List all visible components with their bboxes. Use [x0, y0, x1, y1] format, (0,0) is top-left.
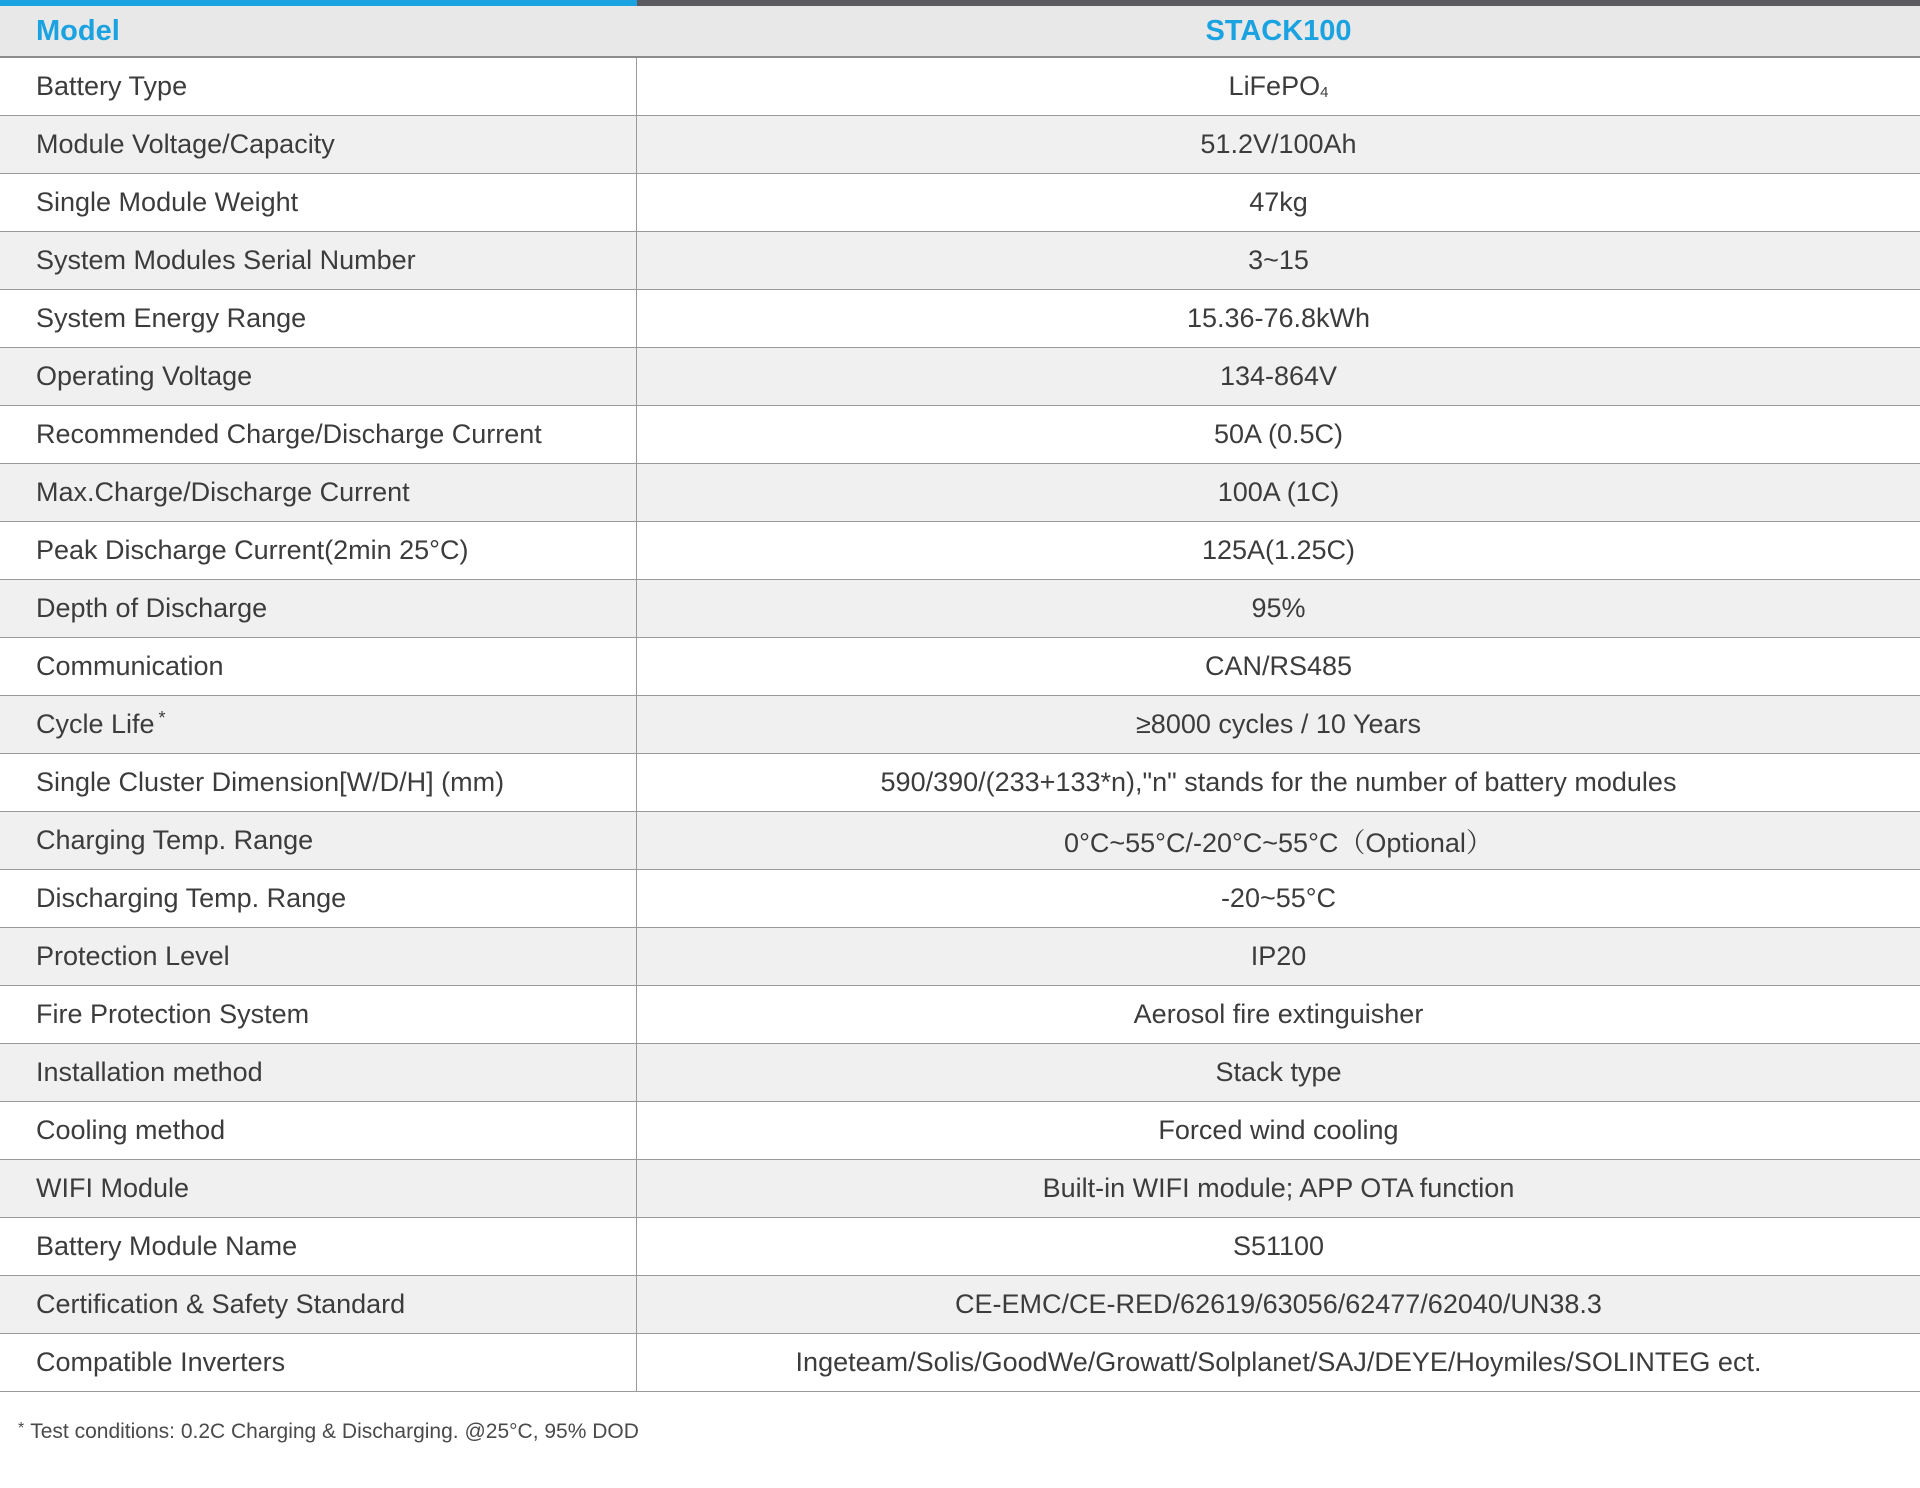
top-rule: [0, 0, 1920, 6]
row-value: [637, 580, 1920, 637]
row-value-text: IP20: [1250, 941, 1307, 971]
row-value-text: ≥8000 cycles / 10 Years: [1135, 709, 1421, 739]
row-label: [0, 1218, 637, 1275]
row-value-text: 0°C~55°C/-20°C~55°C（Optional）: [1064, 828, 1493, 858]
row-label: [0, 1160, 637, 1217]
row-value-text: -20~55°C: [1220, 883, 1337, 913]
row-label: [0, 464, 637, 521]
row-label: [0, 1044, 637, 1101]
row-label: [0, 928, 637, 985]
row-value: [637, 986, 1920, 1043]
row-value: [637, 290, 1920, 347]
row-label-text: Battery Type: [36, 71, 188, 101]
row-label-text: WIFI Module: [36, 1173, 190, 1203]
row-label-text: Operating Voltage: [36, 361, 253, 391]
row-value-text: 3~15: [1248, 245, 1309, 275]
row-value-text: 15.36-76.8kWh: [1186, 303, 1371, 333]
row-value: [637, 1102, 1920, 1159]
row-value-text: 95%: [1251, 593, 1306, 623]
table-row: [0, 290, 1920, 348]
row-value: [637, 1044, 1920, 1101]
table-row: [0, 1044, 1920, 1102]
row-label: [0, 174, 637, 231]
table-row: [0, 1276, 1920, 1334]
table-row: [0, 812, 1920, 870]
row-label: [0, 986, 637, 1043]
table-row: [0, 1102, 1920, 1160]
row-label: [0, 1334, 637, 1391]
row-label-text: Depth of Discharge: [36, 593, 268, 623]
row-value-text: 51.2V/100Ah: [1200, 129, 1357, 159]
row-label: [0, 696, 637, 753]
table-body: [0, 58, 1920, 1392]
row-label: [0, 290, 637, 347]
row-label-text: Recommended Charge/Discharge Current: [36, 419, 542, 449]
row-value-subscript: 4: [1320, 84, 1329, 101]
row-value-text: 100A (1C): [1217, 477, 1340, 507]
row-value: [637, 1160, 1920, 1217]
footnote-text: Test conditions: 0.2C Charging & Discharging. @25°C, 95% DOD: [30, 1420, 639, 1443]
table-row: [0, 696, 1920, 754]
table-row: [0, 638, 1920, 696]
row-value-text: 134-864V: [1219, 361, 1338, 391]
row-label: [0, 638, 637, 695]
table-row: [0, 1160, 1920, 1218]
row-value: [637, 1276, 1920, 1333]
row-value: [637, 638, 1920, 695]
table-row: [0, 1334, 1920, 1392]
row-label-text: Max.Charge/Discharge Current: [36, 477, 410, 507]
row-value-text: 125A(1.25C): [1201, 535, 1356, 565]
row-label: [0, 348, 637, 405]
row-label-text: Charging Temp. Range: [36, 825, 314, 855]
row-value-text: CAN/RS485: [1204, 651, 1353, 681]
table-header-row: [0, 6, 1920, 58]
row-value: [637, 58, 1920, 115]
row-value-text: 590/390/(233+133*n),"n" stands for the number of battery modules: [880, 767, 1677, 797]
table-row: [0, 406, 1920, 464]
row-label-text: Battery Module Name: [36, 1231, 298, 1261]
footnote: [18, 1420, 639, 1444]
row-label: [0, 58, 637, 115]
row-label: [0, 116, 637, 173]
row-label: [0, 812, 637, 869]
row-value-text: LiFePO: [1228, 71, 1321, 101]
table-row: [0, 986, 1920, 1044]
row-label-text: Communication: [36, 651, 224, 681]
table-row: [0, 870, 1920, 928]
table-row: [0, 928, 1920, 986]
row-label-text: System Energy Range: [36, 303, 307, 333]
row-label-text: Single Cluster Dimension[W/D/H] (mm): [36, 767, 505, 797]
row-value-text: CE-EMC/CE-RED/62619/63056/62477/62040/UN38.3: [955, 1289, 1602, 1319]
row-label-text: Peak Discharge Current(2min 25°C): [36, 535, 469, 565]
row-value: [637, 928, 1920, 985]
row-value: [637, 464, 1920, 521]
row-label-footnote-mark: *: [158, 708, 166, 728]
row-label-text: Certification & Safety Standard: [36, 1289, 406, 1319]
row-value-text: S51100: [1232, 1231, 1325, 1261]
row-label: [0, 406, 637, 463]
row-value: [637, 232, 1920, 289]
row-value: [637, 1334, 1920, 1391]
row-label-text: Protection Level: [36, 941, 230, 971]
row-value: [637, 754, 1920, 811]
table-row: [0, 116, 1920, 174]
row-label-text: Installation method: [36, 1057, 263, 1087]
row-value-text: Forced wind cooling: [1158, 1115, 1399, 1145]
top-rule-dark: [637, 0, 1920, 6]
row-value: [637, 870, 1920, 927]
header-label: Model: [36, 14, 120, 47]
row-value-text: Aerosol fire extinguisher: [1133, 999, 1424, 1029]
footnote-star: *: [18, 1420, 25, 1437]
table-row: [0, 174, 1920, 232]
row-label: [0, 1102, 637, 1159]
row-label: [0, 1276, 637, 1333]
row-value: [637, 1218, 1920, 1275]
table-row: [0, 348, 1920, 406]
row-label-text: Discharging Temp. Range: [36, 883, 347, 913]
row-value: [637, 174, 1920, 231]
row-value-text: 50A (0.5C): [1213, 419, 1344, 449]
row-value-text: Stack type: [1215, 1057, 1342, 1087]
row-value: [637, 348, 1920, 405]
row-value: [637, 522, 1920, 579]
table-row: [0, 522, 1920, 580]
table-row: [0, 58, 1920, 116]
row-label-text: Fire Protection System: [36, 999, 310, 1029]
row-value-text: Ingeteam/Solis/GoodWe/Growatt/Solplanet/SAJ/DEYE/Hoymiles/SOLINTEG ect.: [795, 1347, 1762, 1377]
table-row: [0, 232, 1920, 290]
row-value-text: Built-in WIFI module; APP OTA function: [1042, 1173, 1515, 1203]
table-row: [0, 464, 1920, 522]
row-label-text: Single Module Weight: [36, 187, 299, 217]
row-label-text: Cooling method: [36, 1115, 226, 1145]
row-label: [0, 870, 637, 927]
row-label-text: Cycle Life: [36, 709, 155, 739]
table-row: [0, 754, 1920, 812]
row-label-text: Compatible Inverters: [36, 1347, 286, 1377]
table-row: [0, 580, 1920, 638]
row-value: [637, 696, 1920, 753]
row-label: [0, 232, 637, 289]
row-label: [0, 754, 637, 811]
row-value-text: 47kg: [1249, 187, 1308, 217]
row-label: [0, 522, 637, 579]
header-value: STACK100: [1205, 14, 1352, 47]
row-label: [0, 580, 637, 637]
row-value: [637, 812, 1920, 869]
table-row: [0, 1218, 1920, 1276]
row-value: [637, 406, 1920, 463]
row-label-text: Module Voltage/Capacity: [36, 129, 335, 159]
row-label-text: System Modules Serial Number: [36, 245, 416, 275]
top-rule-accent: [0, 0, 637, 6]
row-value: [637, 116, 1920, 173]
